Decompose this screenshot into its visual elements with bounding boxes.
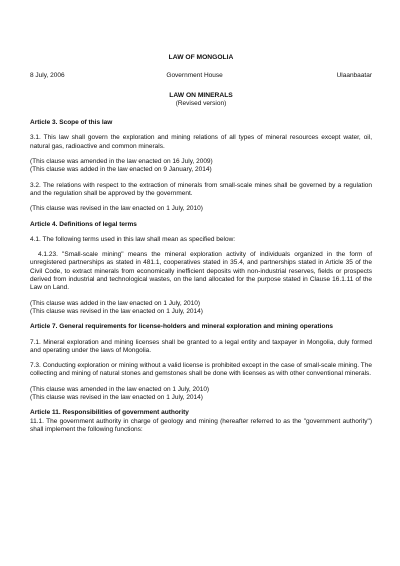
clause-4-1-23: 4.1.23. "Small-scale mining" means the mineral exploration activity of individuals organized in the form of unregistered partnerships as stated in 481.1, cooperatives stated in 35.4, and partnerships stated in Article 35 of the Civil Code, to extract minerals from economically inefficient deposits with non-industrial reserves, fields or prospects derived from industrial and technological wastes, on the land allocated for the purpose stated in Clause 16.1.11 of the Law on Land. [30, 251, 372, 292]
amendment-note: (This clause was added in the law enacted on 9 January, 2014) [30, 166, 212, 174]
law-title: LAW ON MINERALS [169, 91, 233, 99]
clause-3-2-notes [30, 205, 372, 213]
clause-3-1-notes [30, 158, 372, 175]
article-4-heading: Article 4. Definitions of legal terms [30, 220, 137, 228]
amendment-note: (This clause was added in the law enacted on 1 July, 2010) [30, 299, 201, 307]
clause-4-1: 4.1. The following terms used in this law shall mean as specified below: [30, 235, 236, 243]
amendment-note: (This clause was revised in the law enacted on 1 July, 2010) [30, 205, 203, 213]
clause-11-1: 11.1. The government authority in charge of geology and mining (hereafter referred to as the "government authority") shall implement the following functions: [30, 417, 372, 433]
enactment-place: Government House [166, 72, 223, 80]
amendment-note: (This clause was revised in the law enacted on 1 July, 2014) [30, 394, 203, 402]
clause-4-1-23-notes [30, 300, 372, 317]
clause-7-3-notes [30, 386, 372, 403]
enactment-date: 8 July, 2006 [30, 72, 65, 80]
article-7-heading: Article 7. General requirements for license-holders and mineral exploration and mining operations [30, 323, 334, 331]
amendment-note: (This clause was revised in the law enacted on 1 July, 2014) [30, 307, 203, 315]
article-11-heading: Article 11. Responsibilities of government authority [30, 409, 189, 417]
document-body [30, 54, 372, 441]
meta-row [30, 72, 372, 80]
law-subtitle: (Revised version) [175, 99, 227, 107]
clause-7-1: 7.1. Mineral exploration and mining licenses shall be granted to a legal entity and taxpayer in Mongolia, duly formed and operating under the laws of Mongolia. [30, 338, 372, 354]
amendment-note: (This clause was amended in the law enacted on 1 July, 2010) [30, 385, 210, 393]
enactment-city: Ulaanbaatar [336, 72, 372, 80]
clause-3-2: 3.2. The relations with respect to the extraction of minerals from small-scale mines shall be governed by a regulation and the regulation shall be approved by the government. [30, 181, 372, 197]
law-of-heading: LAW OF MONGOLIA [168, 54, 234, 61]
clause-7-3: 7.3. Conducting exploration or mining without a valid license is prohibited except in the case of small-scale mining. The collecting and mining of natural stones and gemstones shall be done with licenses as with other conventional minerals. [30, 362, 372, 378]
amendment-note: (This clause was amended in the law enacted on 16 July, 2009) [30, 158, 213, 166]
clause-3-1: 3.1. This law shall govern the exploration and mining relations of all types of mineral resources except water, oil, natural gas, radioactive and common minerals. [30, 134, 372, 150]
article-3-heading: Article 3. Scope of this law [30, 119, 113, 127]
